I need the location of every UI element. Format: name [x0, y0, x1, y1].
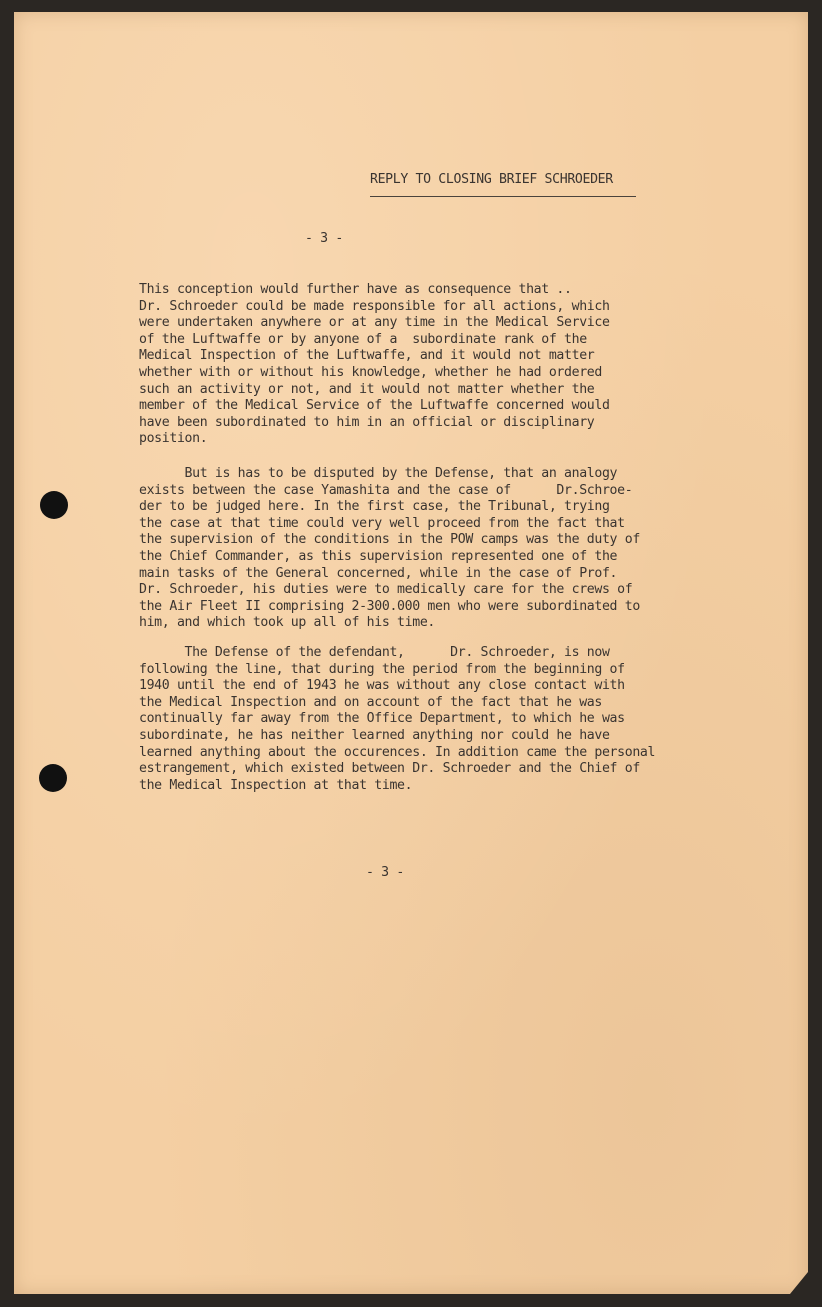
text-line: der to be judged here. In the first case, the Tribunal, trying: [139, 499, 610, 515]
text-line: Dr. Schroeder could be made responsible for all actions, which: [139, 298, 610, 314]
text-line: the Medical Inspection and on account of the fact that he was: [139, 694, 602, 710]
text-line: the supervision of the conditions in the POW camps was the duty of: [139, 532, 640, 548]
text-line: 1940 until the end of 1943 he was without any close contact with: [139, 678, 625, 694]
text-line: the Medical Inspection at that time.: [139, 777, 413, 793]
paragraph-2: [139, 466, 719, 632]
text-line: such an activity or not, and it would not matter whether the: [139, 381, 595, 397]
text-line: Medical Inspection of the Luftwaffe, and it would not matter: [139, 348, 595, 364]
text-line: But is has to be disputed by the Defense, that an analogy: [139, 466, 618, 481]
text-line: continually far away from the Office Department, to which he was: [139, 711, 625, 727]
text-line: member of the Medical Service of the Luftwaffe concerned would: [139, 398, 610, 414]
text-line: estrangement, which existed between Dr. Schroeder and the Chief of: [139, 761, 640, 777]
paragraph-1: [139, 282, 719, 448]
header-underline: [370, 196, 636, 197]
text-line: him, and which took up all of his time.: [139, 615, 435, 631]
text-line: Dr. Schroeder, his duties were to medically care for the crews of: [139, 582, 633, 598]
text-line: learned anything about the occurences. In addition came the personal: [139, 744, 656, 760]
text-line: position.: [139, 431, 208, 447]
text-line: main tasks of the General concerned, while in the case of Prof.: [139, 565, 618, 581]
document-page: [14, 12, 808, 1294]
text-line: whether with or without his knowledge, whether he had ordered: [139, 364, 602, 380]
document-header-title: REPLY TO CLOSING BRIEF SCHROEDER: [370, 172, 613, 187]
text-line: the case at that time could very well proceed from the fact that: [139, 515, 625, 531]
text-line: of the Luftwaffe or by anyone of a subordinate rank of the: [139, 331, 587, 347]
paragraph-3: [139, 645, 719, 794]
text-line: subordinate, he has neither learned anything nor could he have: [139, 727, 610, 743]
punch-hole: [39, 764, 67, 792]
text-line: The Defense of the defendant, Dr. Schroeder, is now: [139, 645, 610, 660]
punch-hole: [40, 491, 68, 519]
text-line: the Air Fleet II comprising 2-300.000 men who were subordinated to: [139, 598, 640, 614]
text-line: following the line, that during the period from the beginning of: [139, 661, 625, 677]
text-line: have been subordinated to him in an official or disciplinary: [139, 414, 595, 430]
torn-corner: [790, 1272, 808, 1294]
text-line: the Chief Commander, as this supervision represented one of the: [139, 548, 618, 564]
page-number-bottom: - 3 -: [366, 865, 404, 880]
text-line: were undertaken anywhere or at any time in the Medical Service: [139, 315, 610, 331]
text-line: exists between the case Yamashita and the case of Dr.Schroe-: [139, 482, 633, 498]
page-number-top: - 3 -: [305, 231, 343, 246]
text-line: This conception would further have as consequence that ..: [139, 282, 572, 297]
